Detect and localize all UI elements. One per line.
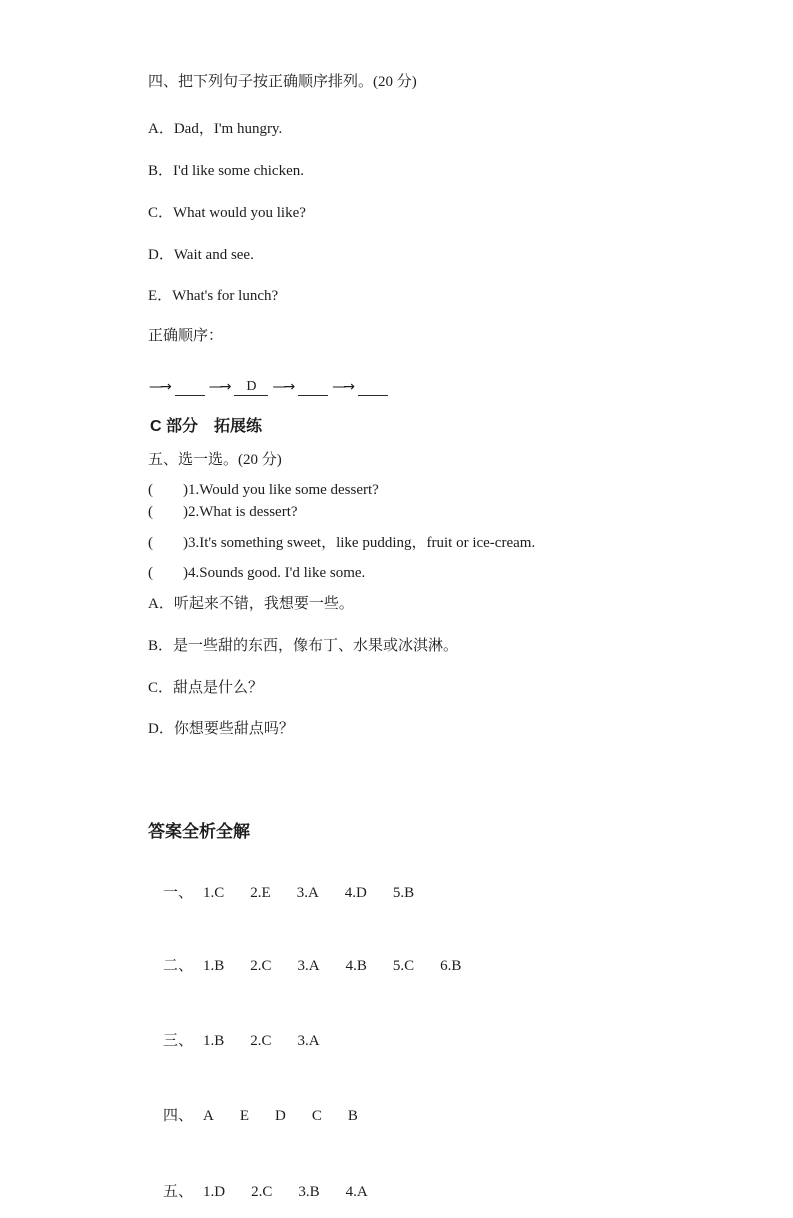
answer-item: 4.D	[344, 885, 367, 901]
answer-item: 4.A	[345, 1184, 368, 1200]
answer-row-5	[148, 1167, 743, 1218]
sequence-blank-2: D	[234, 379, 268, 396]
answer-item: A	[203, 1108, 214, 1124]
section-four-heading: 四、把下列句子按正确顺序排列。(20 分)	[148, 74, 417, 90]
answer-item: 4.B	[345, 958, 367, 974]
answer-item: 2.C	[251, 1184, 273, 1200]
correct-order-label: 正确顺序：	[148, 328, 224, 344]
answer-item: 2.C	[250, 958, 272, 974]
answer-item: 3.A	[297, 958, 320, 974]
answer-item: 1.C	[203, 885, 225, 901]
answer-row-label: 二、	[163, 958, 194, 974]
section-four-option-b: B．I'd like some chicken.	[148, 163, 304, 179]
answer-item: 3.B	[298, 1184, 320, 1200]
answer-item: B	[347, 1108, 358, 1124]
answer-row-2	[148, 941, 743, 992]
section-four-option-a: A．Dad，I'm hungry.	[148, 121, 283, 137]
answer-row-3	[148, 1016, 743, 1067]
answer-item: 1.B	[203, 958, 225, 974]
answer-item: E	[239, 1108, 250, 1124]
sequence-blank-3	[298, 379, 328, 396]
long-arrow-icon: —→	[149, 379, 169, 395]
section-five-option-b: B．是一些甜的东西，像布丁、水果或冰淇淋。	[148, 638, 459, 654]
answer-item: 1.D	[203, 1184, 226, 1200]
answer-row-1	[148, 868, 743, 919]
answer-item: 2.C	[250, 1033, 272, 1049]
section-four-option-e: E．What's for lunch?	[148, 288, 279, 304]
answer-key-heading: 答案全析全解	[148, 822, 250, 841]
answer-item: 5.C	[392, 958, 415, 974]
answer-item: 2.E	[250, 885, 271, 901]
sequence-blank-4	[358, 379, 388, 396]
section-five-question-2: ( )2.What is dessert?	[148, 504, 298, 520]
answer-row-label: 一、	[163, 885, 194, 901]
part-c-heading: C 部分 拓展练	[150, 418, 263, 435]
section-five-question-1: ( )1.Would you like some dessert?	[148, 482, 379, 498]
answer-row-label: 三、	[163, 1033, 194, 1049]
section-five-option-c: C．甜点是什么？	[148, 680, 264, 696]
long-arrow-icon: —→	[272, 379, 293, 395]
answer-sequence-line	[134, 360, 743, 414]
answer-item: 3.A	[297, 1033, 320, 1049]
section-five-question-3: ( )3.It's something sweet，like pudding，fruit or ice-cream.	[148, 535, 536, 551]
answer-row-label: 四、	[163, 1108, 194, 1124]
answer-row-label: 五、	[163, 1184, 194, 1200]
section-five-question-4: ( )4.Sounds good. I'd like some.	[148, 565, 366, 581]
answer-item: C	[311, 1108, 322, 1124]
answer-item: 3.A	[296, 885, 319, 901]
answer-item: 5.B	[392, 885, 415, 901]
answer-item: 1.B	[203, 1033, 225, 1049]
long-arrow-icon: —→	[208, 379, 229, 395]
section-five-heading: 五、选一选。(20 分)	[148, 452, 282, 468]
long-arrow-icon: —→	[332, 379, 352, 395]
answer-item: D	[275, 1108, 286, 1124]
section-five-option-a: A．听起来不错，我想要一些。	[148, 596, 354, 612]
section-five-option-d: D．你想要些甜点吗？	[148, 721, 294, 737]
sequence-blank-1	[175, 379, 205, 396]
answer-row-4	[148, 1091, 743, 1142]
section-four-option-d: D．Wait and see.	[148, 247, 254, 263]
section-four-option-c: C．What would you like?	[148, 205, 306, 221]
answer-item: 6.B	[440, 958, 462, 974]
